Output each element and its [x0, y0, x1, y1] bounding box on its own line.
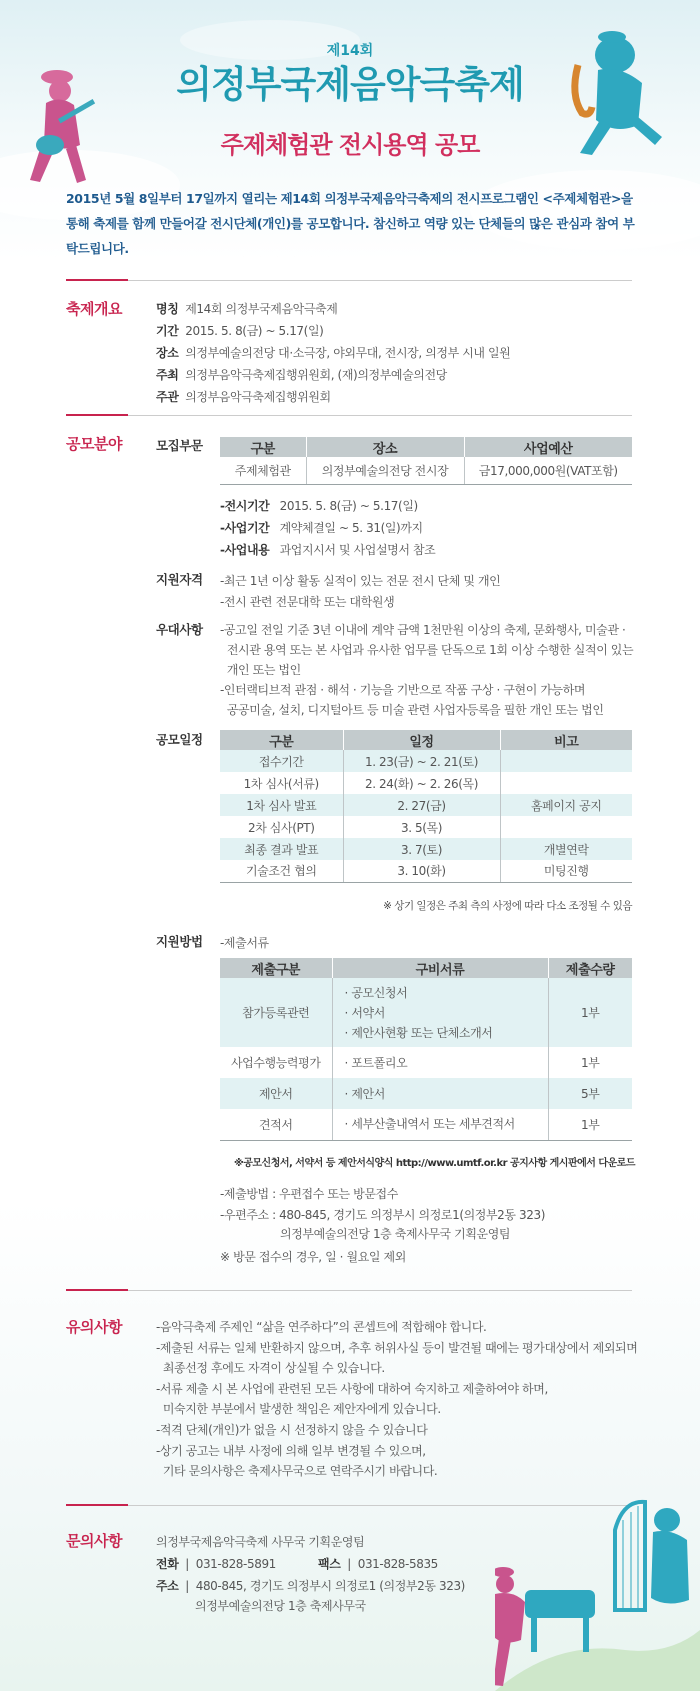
submit-address: -우편주소 : 480-845, 경기도 의정부시 의정로1(의정부2동 323): [220, 1208, 546, 1222]
festival-title: 의정부국제음악극축제: [176, 63, 524, 106]
table-header: 장소: [306, 437, 464, 457]
schedule-label: 공모일정: [156, 732, 203, 747]
notice-line: -적격 단체(개인)가 없을 시 선정하지 않을 수 있습니다: [156, 1423, 428, 1437]
section-divider: [66, 280, 632, 281]
section-divider: [66, 415, 632, 416]
detail-row: -사업내용 과업지시서 및 사업설명서 참조: [220, 543, 436, 557]
notice-line: -제출된 서류는 일체 반환하지 않으며, 추후 허위사실 등이 발견될 때에는 평가대상에서 제외되며: [156, 1341, 638, 1355]
table-header: 제출구분: [220, 958, 332, 978]
overview-row: 명칭 제14회 의정부국제음악극축제: [156, 302, 338, 316]
table-row: 기술조건 협의 3. 10(화) 미팅진행: [220, 860, 632, 882]
recruit-label: 모집부문: [156, 438, 203, 453]
overview-row: 주관 의정부음악극축제집행위원회: [156, 390, 331, 404]
schedule-note: ※ 상기 일정은 주최 측의 사정에 따라 다소 조정될 수 있음: [383, 900, 632, 912]
recruit-table: [220, 437, 632, 485]
contact-fax: 팩스 | 031-828-5835: [318, 1557, 438, 1571]
notice-line: 기타 문의사항은 축제사무국으로 연락주시기 바랍니다.: [156, 1464, 438, 1478]
preference-line: -인터랙티브적 관점 · 해석 · 기능을 기반으로 작품 구상 · 구현이 가능하며: [220, 683, 586, 697]
notice-line: 미숙지한 부분에서 발생한 책임은 제안자에게 있습니다.: [156, 1402, 441, 1416]
preference-line: 전시관 용역 또는 본 사업과 유사한 업무를 단독으로 1회 이상 수행한 실적이 있는: [220, 643, 634, 657]
table-header: 비고: [500, 730, 632, 750]
table-header: 구분: [220, 437, 306, 457]
section-title-notes: 유의사항: [66, 1318, 122, 1336]
table-row: 주제체험관 의정부예술의전당 전시장 금17,000,000원(VAT포함): [220, 457, 632, 484]
qualification-line: -최근 1년 이상 활동 실적이 있는 전문 전시 단체 및 개인: [220, 574, 501, 588]
table-row: 견적서 · 세부산출내역서 또는 세부견적서 1부: [220, 1109, 632, 1140]
table-header: 사업예산: [464, 437, 632, 457]
notice-line: -서류 제출 시 본 사업에 관련된 모든 사항에 대하여 숙지하고 제출하여야 하며,: [156, 1382, 548, 1396]
overview-row: 주최 의정부음악극축제집행위원회, (재)의정부예술의전당: [156, 368, 447, 382]
edition-label: 제14회: [326, 43, 374, 59]
method-sub: -제출서류: [220, 936, 269, 950]
table-row: 최종 결과 발표 3. 7(토) 개별연락: [220, 838, 632, 860]
method-label: 지원방법: [156, 934, 203, 949]
intro-paragraph: 2015년 5월 8일부터 17일까지 열리는 제14회 의정부국제음악극축제의 전시프로그램인 <주제체험관>을 통해 축제를 함께 만들어갈 전시단체(개인)를 공모합니다. 참신하고 역량 있는 단체들의 많은 관심과 참여 부탁드립니다.: [66, 191, 635, 256]
table-row: 1차 심사(서류) 2. 24(화) ~ 2. 26(목): [220, 772, 632, 794]
page-title: 주제체험관 전시용역 공모: [220, 131, 480, 159]
section-title-contact: 문의사항: [66, 1532, 122, 1550]
contact-address: 주소 | 480-845, 경기도 의정부시 의정로1 (의정부2동 323): [156, 1579, 465, 1593]
schedule-table: [220, 730, 632, 883]
docs-note: ※공모신청서, 서약서 등 제안서식양식 http://www.umtf.or.kr 공지사항 게시판에서 다운로드: [234, 1158, 636, 1169]
section-title-overview: 축제개요: [66, 300, 122, 318]
submit-method: -제출방법 : 우편접수 또는 방문접수: [220, 1187, 398, 1201]
preference-label: 우대사항: [156, 622, 203, 637]
qualification-label: 지원자격: [156, 572, 203, 587]
overview-row: 장소 의정부예술의전당 대·소극장, 야외무대, 전시장, 의정부 시내 일원: [156, 346, 511, 360]
table-row: 2차 심사(PT) 3. 5(목): [220, 816, 632, 838]
table-row: 제안서 · 제안서 5부: [220, 1078, 632, 1109]
preference-line: -공고일 전일 기준 3년 이내에 계약 금액 1천만원 이상의 축제, 문화행사, 미술관 ·: [220, 623, 626, 637]
table-row: 참가등록관련 · 공모신청서 · 서약서 · 제안사현황 또는 단체소개서 1부: [220, 978, 632, 1047]
contact-phone: 전화 | 031-828-5891: [156, 1557, 276, 1571]
contact-address-line2: 의정부예술의전당 1층 축제사무국: [195, 1599, 366, 1613]
preference-line: 공공미술, 설치, 디지털아트 등 미술 관련 사업자등록을 필한 개인 또는 법인: [220, 703, 604, 717]
notice-line: -상기 공고는 내부 사정에 의해 일부 변경될 수 있으며,: [156, 1444, 426, 1458]
table-header: 제출수량: [548, 958, 632, 978]
detail-row: -전시기간 2015. 5. 8(금) ~ 5.17(일): [220, 499, 418, 513]
visit-note: ※ 방문 접수의 경우, 일 · 월요일 제외: [220, 1250, 406, 1264]
section-title-field: 공모분야: [66, 435, 122, 453]
notice-line: 최종선정 후에도 자격이 상실될 수 있습니다.: [156, 1361, 385, 1375]
musicians-illustration: [495, 1490, 700, 1691]
table-header: 일정: [343, 730, 500, 750]
section-divider: [66, 1290, 632, 1291]
table-row: 접수기간 1. 23(금) ~ 2. 21(토): [220, 750, 632, 772]
qualification-line: -전시 관련 전문대학 또는 대학원생: [220, 595, 395, 609]
table-header: 구분: [220, 730, 343, 750]
table-row: 사업수행능력평가 · 포트폴리오 1부: [220, 1047, 632, 1078]
table-row: 1차 심사 발표 2. 27(금) 홈페이지 공지: [220, 794, 632, 816]
overview-row: 기간 2015. 5. 8(금) ~ 5.17(일): [156, 324, 324, 338]
submit-address-line2: 의정부예술의전당 1층 축제사무국 기획운영팀: [280, 1227, 511, 1241]
contact-org: 의정부국제음악극축제 사무국 기획운영팀: [156, 1535, 365, 1549]
notice-line: -음악극축제 주제인 “삶을 연주하다”의 콘셉트에 적합해야 합니다.: [156, 1320, 487, 1334]
table-header: 구비서류: [332, 958, 548, 978]
detail-row: -사업기간 계약체결일 ~ 5. 31(일)까지: [220, 521, 423, 535]
preference-line: 개인 또는 법인: [220, 663, 301, 677]
documents-table: [220, 958, 632, 1141]
